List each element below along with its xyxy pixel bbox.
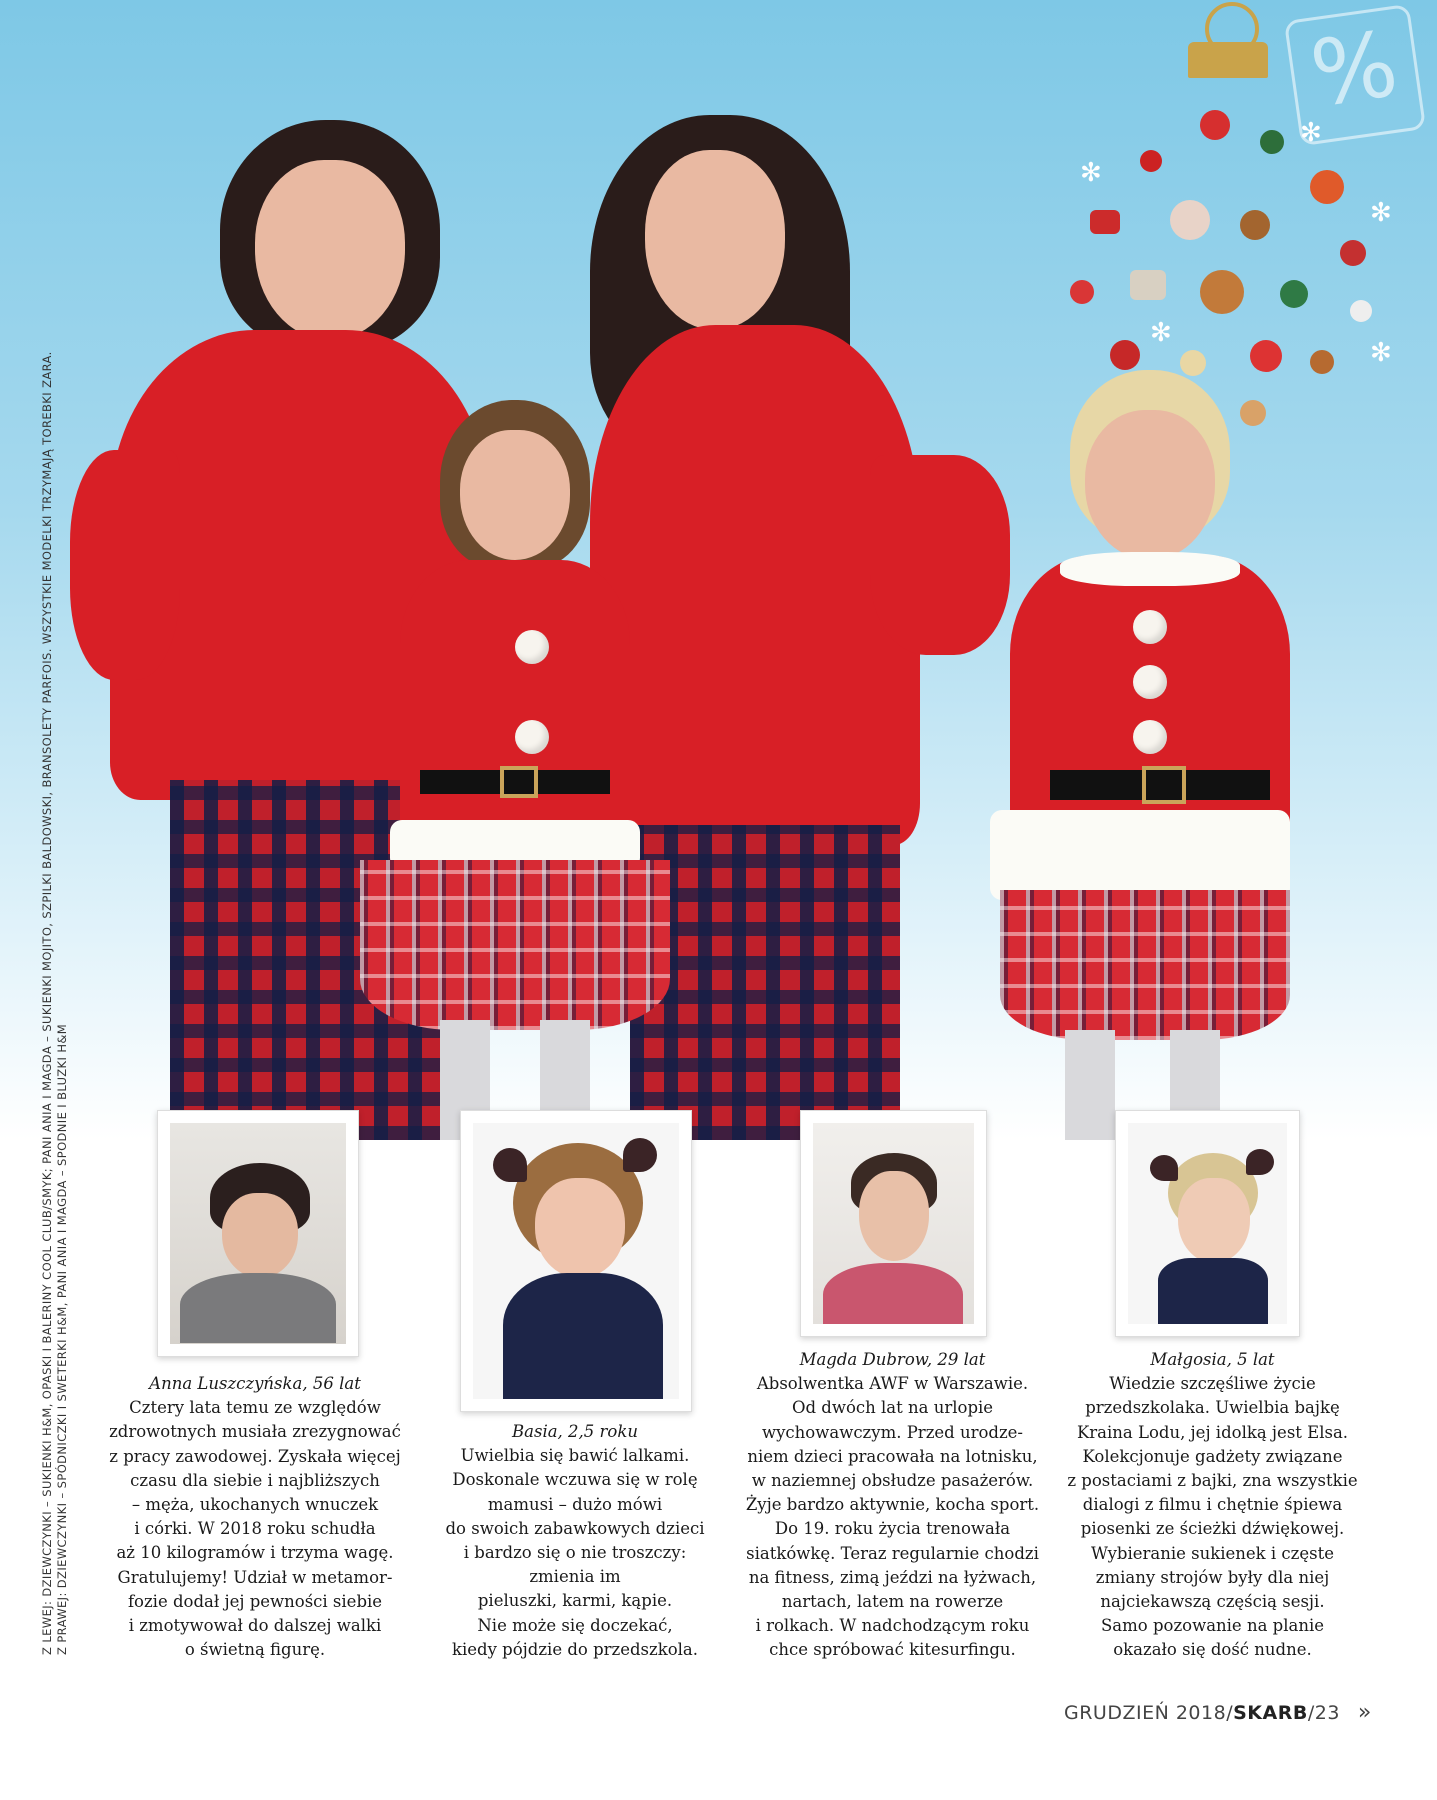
- profile-name: Magda Dubrow, 29 lat: [799, 1350, 986, 1369]
- next-page-arrow-icon[interactable]: »: [1357, 1700, 1372, 1725]
- profile-basia: Basia, 2,5 roku Uwielbia się bawić lalkami. Doskonale wczuwa się w rolę mamusi – dużo mówi do swoich zabawkowych dzieci i bardzo się o nie troszczy: zmienia im pieluszki, karmi, kąpie. Nie może się doczekać, kiedy pójdzie do przedszkola.: [425, 1420, 725, 1662]
- portrait-card-malgosia: [1115, 1110, 1300, 1337]
- profile-name: Basia, 2,5 roku: [512, 1422, 638, 1441]
- profile-malgosia: Małgosia, 5 lat Wiedzie szczęśliwe życie przedszkolaka. Uwielbia bajkę Kraina Lodu, jej idolką jest Elsa. Kolekcjonuje gadżety związane z postaciami z bajki, zna wszystkie dialogi z filmu i chętnie śpiewa piosenki ze ścieżki dźwiękowej. Wybieranie sukienek i częste zmiany strojów były dla niej najciekawszą częścią sesji. Samo pozowanie na planie okazało się dość nudne.: [1055, 1348, 1370, 1663]
- credits-line-right: Z PRAWEJ: DZIEWCZYNKI – SPÓDNICZKI I SWETERKI H&M, PANI ANIA I MAGDA – SPODNIE I BLUZKI H&M: [55, 1023, 69, 1655]
- page-footer: [1064, 1700, 1372, 1725]
- portrait-card-magda: [800, 1110, 987, 1337]
- footer-magazine-name: SKARB: [1233, 1702, 1308, 1724]
- figure-basia: [360, 400, 670, 1140]
- credits-line-left: Z LEWEJ: DZIEWCZYNKI – SUKIENKI H&M, OPASKI I BALERINY COOL CLUB/SMYK; PANI ANIA I MAGDA – SUKIENKI MOJITO, SZPILKI BALDOWSKI, BRANSOLETY PARFOIS. WSZYSTKIE MODELKI TRZYMAJĄ TOREBKI ZARA.: [40, 351, 54, 1655]
- footer-issue-date: GRUDZIEŃ 2018: [1064, 1702, 1227, 1724]
- figure-malgosia: [970, 370, 1320, 1140]
- profile-magda: Magda Dubrow, 29 lat Absolwentka AWF w Warszawie. Od dwóch lat na urlopie wychowawczym. Przed urodze- niem dzieci pracowała na lotnisku, w naziemnej obsłudze pasażerów. Żyje bardzo aktywnie, kocha sport. Do 19. roku życia trenowała siatkówkę. Teraz regularnie chodzi na fitness, zimą jeździ na łyżwach, nartach, latem na rowerze i rolkach. W nadchodzącym roku chce spróbować kitesurfingu.: [725, 1348, 1060, 1663]
- profile-name: Anna Luszczyńska, 56 lat: [149, 1374, 361, 1393]
- portrait-card-anna: [157, 1110, 359, 1357]
- portrait-card-basia: [460, 1110, 692, 1412]
- footer-separator: /: [1226, 1702, 1234, 1724]
- footer-page-number: /23: [1307, 1702, 1340, 1724]
- christmas-ornament-decorations: ✻ ✻ ✻ ✻ ✻: [1050, 90, 1400, 440]
- watermark-logo: %: [1284, 4, 1426, 146]
- profile-anna: Anna Luszczyńska, 56 lat Cztery lata temu ze względów zdrowotnych musiała zrezygnować z pracy zawodowej. Zyskała więcej czasu dla siebie i najbliższych – męża, ukochanych wnuczek i córki. W 2018 roku schudła aż 10 kilogramów i trzyma wagę. Gratulujemy! Udział w metamor- fozie dodał jej pewności siebie i zmotywował do dalszej walki o świetną figurę.: [100, 1372, 410, 1662]
- profile-name: Małgosia, 5 lat: [1150, 1350, 1275, 1369]
- photo-credits: [40, 205, 70, 1655]
- ornament-cap: [1188, 42, 1268, 78]
